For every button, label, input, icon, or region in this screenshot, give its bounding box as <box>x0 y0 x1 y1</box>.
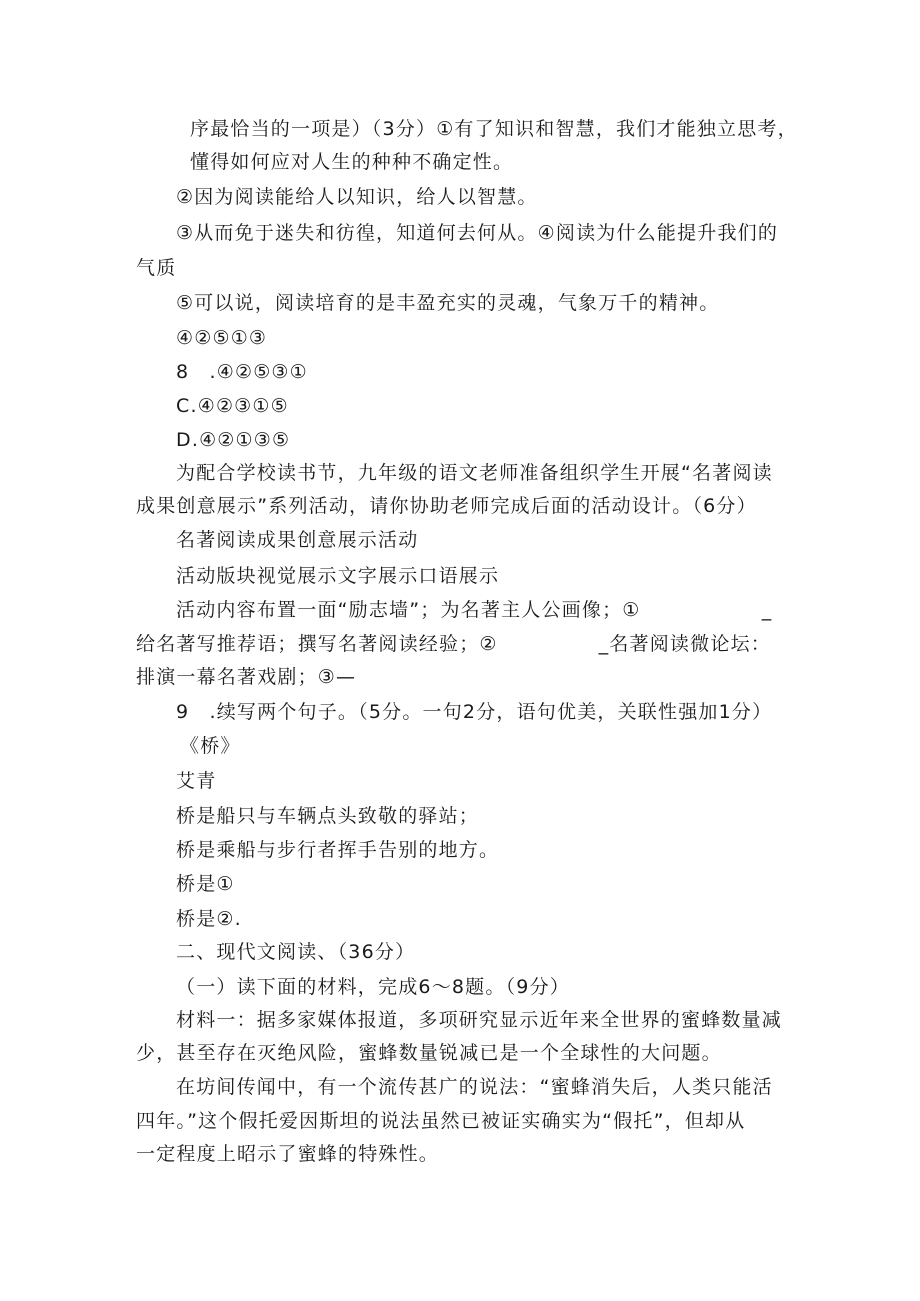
option-a: ④②⑤①③ <box>176 327 268 349</box>
option-d: D.④②①③⑤ <box>176 429 291 451</box>
sentence-3-4: ③从而免于迷失和彷徨，知道何去何从。④阅读为什么能提升我们的 <box>176 222 779 244</box>
material-paragraph-line: 材料一：据多家媒体报道，多项研究显示近年来全世界的蜜蜂数量减 <box>176 1009 783 1031</box>
activity-content-line: 排演一幕名著戏剧；③— <box>136 666 357 688</box>
poem-author: 艾青 <box>176 770 217 792</box>
option-c: C.④②③①⑤ <box>176 395 289 417</box>
material-paragraph-line: 在坊间传闻中，有一个流传甚广的说法：“蜜蜂消失后，人类只能活 <box>176 1076 773 1098</box>
activity-content-line: 给名著写推荐语；撰写名著阅读经验；② _名著阅读微论坛： <box>136 633 771 655</box>
question-7-stem-line: 序最恰当的一项是）（3分）①有了知识和智慧，我们才能独立思考， <box>190 118 798 140</box>
material-paragraph-line: 少，甚至存在灭绝风险，蜜蜂数量锐减已是一个全球性的大问题。 <box>136 1042 722 1064</box>
question-8-stem-line: 成果创意展示”系列活动，请你协助老师完成后面的活动设计。（6分） <box>136 495 757 517</box>
question-7-stem-line: 懂得如何应对人生的种种不确定性。 <box>190 151 514 173</box>
option-b: 8 .④②⑤③① <box>176 361 308 383</box>
section-heading: 二、现代文阅读、（36分） <box>176 941 416 963</box>
activity-content-line: 活动内容布置一面“励志墙”；为名著主人公画像；① _ <box>176 599 773 621</box>
question-9-stem: 9 .续写两个句子。（5分。一句2分，语句优美，关联性强加1分） <box>176 701 773 723</box>
sentence-5: ⑤可以说，阅读培育的是丰盈充实的灵魂，气象万千的精神。 <box>176 292 720 314</box>
poem-blank-1: 桥是① <box>176 873 235 895</box>
poem-blank-2: 桥是②. <box>176 908 242 930</box>
activity-sections: 活动版块视觉展示文字展示口语展示 <box>176 565 500 587</box>
sentence-4-continued: 气质 <box>136 257 177 279</box>
subsection-heading: （一）读下面的材料，完成6〜8题。（9分） <box>176 976 570 998</box>
poem-title: 《桥》 <box>180 735 241 757</box>
sentence-2: ②因为阅读能给人以知识，给人以智慧。 <box>176 186 538 208</box>
poem-line: 桥是乘船与步行者挥手告别的地方。 <box>176 839 500 861</box>
activity-title: 名著阅读成果创意展示活动 <box>176 529 419 551</box>
material-paragraph-line: 四年。”这个假托爱因斯坦的说法虽然已被证实确实为“假托”，但却从 <box>136 1110 746 1132</box>
question-8-stem-line: 为配合学校读书节，九年级的语文老师准备组织学生开展“名著阅读 <box>176 462 773 484</box>
material-paragraph-line: 一定程度上昭示了蜜蜂的特殊性。 <box>136 1143 440 1165</box>
poem-line: 桥是船只与车辆点头致敬的驿站； <box>176 805 480 827</box>
